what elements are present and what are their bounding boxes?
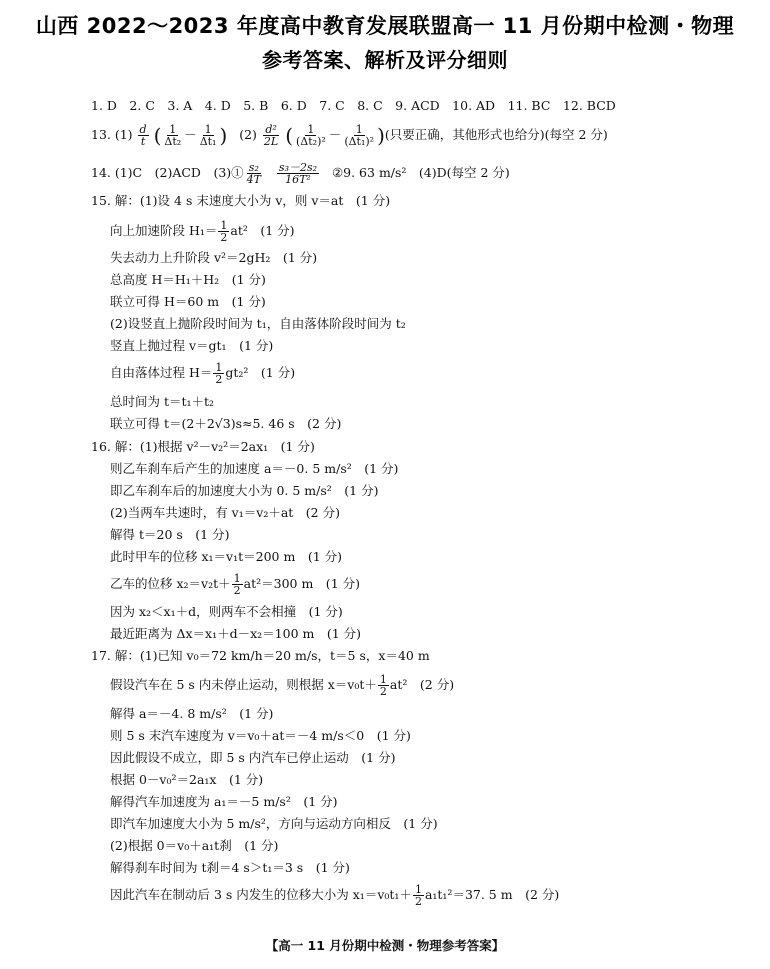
q14-answer: 14. (1)C (2)ACD (3)① $\frac{\text{s₂}}{4T}$ $\frac{\text{s₃－2s₂}}{\text{16T²}}$ ②9. 63 m/s² (4)D(每空 2 分) [91,161,510,186]
q15-line: 15. 解：(1)设 4 s 末速度大小为 v，则 v＝at (1 分) [91,193,391,208]
q16-line: 解得 t＝20 s (1 分) [110,527,230,542]
q16-line: 此时甲车的位移 x₁＝v₁t＝200 m (1 分) [110,549,342,564]
q17-line: 根据 0－v₀²＝2a₁x (1 分) [110,772,264,787]
q16-line: 因为 x₂＜x₁＋d，则两车不会相撞 (1 分) [110,604,343,619]
q16-line: 16. 解：(1)根据 v²－v₂²＝2ax₁ (1 分) [91,439,315,454]
q15-line: 联立可得 t＝(2＋2√3)s≈5. 46 s (2 分) [110,416,342,431]
q15-line: 总高度 H＝H₁＋H₂ (1 分) [110,272,266,287]
q16-line: (2)当两车共速时，有 v₁＝v₂＋at (2 分) [110,505,340,520]
q17-line: 即汽车加速度大小为 5 m/s²，方向与运动方向相反 (1 分) [110,816,438,831]
q15-line: (2)设竖直上抛阶段时间为 t₁，自由落体阶段时间为 t₂ [110,316,406,331]
q17-line: 解得汽车加速度为 a₁＝－5 m/s² (1 分) [110,794,338,809]
page-footer: 【高一 11 月份期中检测・物理参考答案】 [265,938,505,953]
choice-answers: 1. D 2. C 3. A 4. D 5. B 6. D 7. C 8. C 9. ACD 10. AD 11. BC 12. BCD [91,98,616,113]
q17-line: 解得 a＝－4. 8 m/s² (1 分) [110,706,274,721]
q17-line: 解得刹车时间为 t刹＝4 s＞t₁＝3 s (1 分) [110,860,350,875]
q15-line: 联立可得 H＝60 m (1 分) [110,294,266,309]
q16-line: 则乙车刹车后产生的加速度 a＝－0. 5 m/s² (1 分) [110,461,399,476]
q15-line: 向上加速阶段 H₁＝ $\frac{1}{2}$ at² (1 分) [110,219,295,244]
q15-line: 自由落体过程 H＝ $\frac{1}{2}$ gt₂² (1 分) [110,361,296,386]
q16-line: 最近距离为 Δx＝x₁＋d－x₂＝100 m (1 分) [110,626,362,641]
q15-line: 总时间为 t＝t₁＋t₂ [110,394,215,409]
page-subtitle: 参考答案、解析及评分细则 [262,48,508,72]
q17-line: 因此假设不成立，即 5 s 内汽车已停止运动 (1 分) [110,750,396,765]
q17-line: 则 5 s 末汽车速度为 v＝v₀＋at＝－4 m/s＜0 (1 分) [110,728,411,743]
q17-line: (2)根据 0＝v₀＋a₁t刹 (1 分) [110,838,279,853]
q16-line: 即乙车刹车后的加速度大小为 0. 5 m/s² (1 分) [110,483,379,498]
q15-line: 竖直上抛过程 v＝gt₁ (1 分) [110,338,274,353]
q17-line: 因此汽车在制动后 3 s 内发生的位移大小为 x₁＝v₀t₁＋ $\frac{1}{2}$ a₁t₁²＝37. 5 m (2 分) [110,883,560,908]
q13-answer: 13. (1) $\frac{d}{t}$ ( $\frac{1}{\text{Δt₂}}$ － $\frac{1}{\text{Δt₁}}$ ) (2) $\frac{\text{d²}}{2L}$ ( $\frac{1}{\text{(Δt₂)²}}$ － $\frac{1}{\text{(Δt₁)²}}$ )(只要正确，其他形式也给分)(每空 2 分) [91,123,608,148]
q16-line: 乙车的位移 x₂＝v₂t＋ $\frac{1}{2}$ at²＝300 m (1 分) [110,572,360,597]
q15-line: 失去动力上升阶段 v²＝2gH₂ (1 分) [110,250,318,265]
page-title: 山西 2022～2023 年度高中教育发展联盟高一 11 月份期中检测・物理 [35,14,735,38]
q17-line: 17. 解：(1)已知 v₀＝72 km/h＝20 m/s，t＝5 s，x＝40 m [91,648,430,663]
q17-line: 假设汽车在 5 s 内未停止运动，则根据 x＝v₀t＋ $\frac{1}{2}$ at² (2 分) [110,673,455,698]
